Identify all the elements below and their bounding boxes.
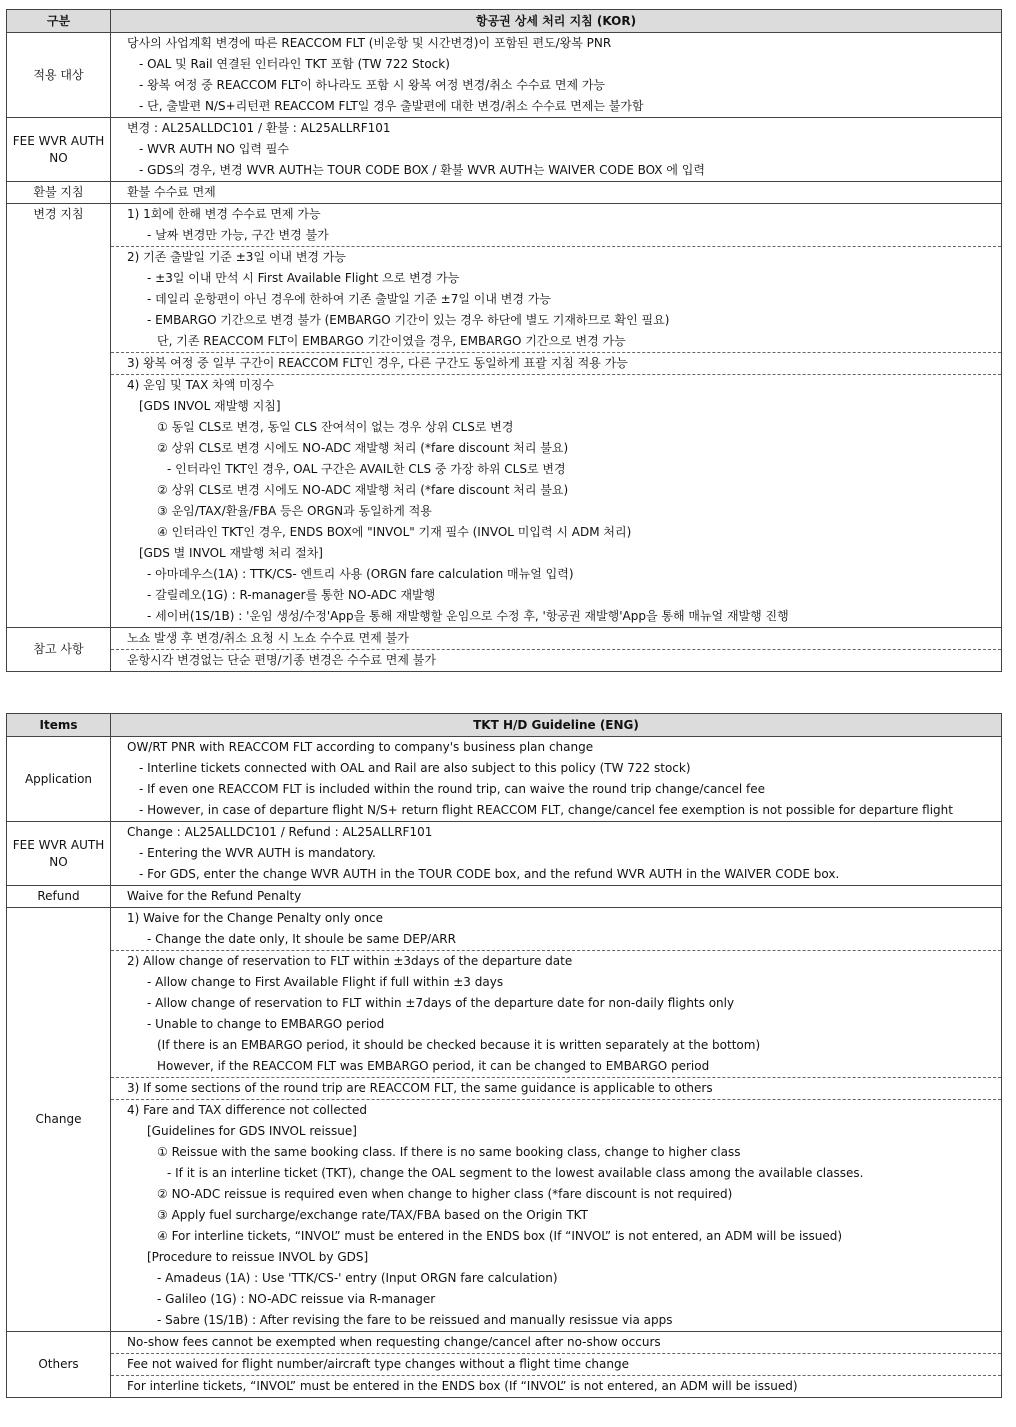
row-text: - If it is an interline ticket (TKT), change the OAL segment to the lowest available class among the available classes. bbox=[111, 1163, 1002, 1184]
category-change: Change bbox=[7, 908, 111, 1332]
row-text: ② 상위 CLS로 변경 시에도 NO-ADC 재발행 처리 (*fare discount 처리 불요) bbox=[111, 480, 1002, 501]
category-others: Others bbox=[7, 1332, 111, 1398]
row-text: Fee not waived for flight number/aircraft type changes without a flight time change bbox=[111, 1354, 1002, 1376]
category-change: 변경 지침 bbox=[7, 204, 111, 628]
row-text: - Amadeus (1A) : Use 'TTK/CS-' entry (Input ORGN fare calculation) bbox=[111, 1268, 1002, 1289]
row-text: ① Reissue with the same booking class. If there is no same booking class, change to higher class bbox=[111, 1142, 1002, 1163]
row-text: - Sabre (1S/1B) : After revising the fare to be reissued and manually resissue via apps bbox=[111, 1310, 1002, 1332]
korean-guideline-table bbox=[6, 9, 1002, 672]
row-text: - 왕복 여정 중 REACCOM FLT이 하나라도 포함 시 왕복 여정 변경/취소 수수료 면제 가능 bbox=[111, 75, 1002, 96]
row-text: ③ Apply fuel surcharge/exchange rate/TAX/FBA based on the Origin TKT bbox=[111, 1205, 1002, 1226]
table-row bbox=[7, 628, 1002, 650]
row-text: 당사의 사업계획 변경에 따른 REACCOM FLT (비운항 및 시간변경)이 포함된 편도/왕복 PNR bbox=[111, 33, 1002, 55]
header-category: Items bbox=[7, 714, 111, 737]
table-row bbox=[7, 1332, 1002, 1354]
row-text: ③ 운임/TAX/환율/FBA 등은 ORGN과 동일하게 적용 bbox=[111, 501, 1002, 522]
row-text: - 세이버(1S/1B) : '운임 생성/수정'App을 통해 재발행할 운임으로 수정 후, '항공권 재발행'App을 통해 매뉴얼 재발행 진행 bbox=[111, 606, 1002, 628]
row-text: ② NO-ADC reissue is required even when change to higher class (*fare discount is not required) bbox=[111, 1184, 1002, 1205]
row-text: - Interline tickets connected with OAL and Rail are also subject to this policy (TW 722 stock) bbox=[111, 758, 1002, 779]
row-text: - Allow change to First Available Flight if full within ±3 days bbox=[111, 972, 1002, 993]
row-text: - 아마데우스(1A) : TTK/CS- 엔트리 사용 (ORGN fare calculation 매뉴얼 입력) bbox=[111, 564, 1002, 585]
category-application: 적용 대상 bbox=[7, 33, 111, 118]
row-text: - Entering the WVR AUTH is mandatory. bbox=[111, 843, 1002, 864]
category-notes: 참고 사항 bbox=[7, 628, 111, 672]
row-text: (If there is an EMBARGO period, it should be checked because it is written separately at the bottom) bbox=[111, 1035, 1002, 1056]
row-text: [Guidelines for GDS INVOL reissue] bbox=[111, 1121, 1002, 1142]
row-text: - EMBARGO 기간으로 변경 불가 (EMBARGO 기간이 있는 경우 하단에 별도 기재하므로 확인 필요) bbox=[111, 310, 1002, 331]
row-text: 2) Allow change of reservation to FLT within ±3days of the departure date bbox=[111, 951, 1002, 973]
row-text: - WVR AUTH NO 입력 필수 bbox=[111, 139, 1002, 160]
table-row bbox=[7, 737, 1002, 759]
header-category: 구분 bbox=[7, 10, 111, 33]
row-text: - 갈릴레오(1G) : R-manager를 통한 NO-ADC 재발행 bbox=[111, 585, 1002, 606]
row-text: 3) 왕복 여정 중 일부 구간이 REACCOM FLT인 경우, 다른 구간도 동일하게 표괄 지침 적용 가능 bbox=[111, 353, 1002, 375]
row-text: - If even one REACCOM FLT is included within the round trip, can waive the round trip change/cancel fee bbox=[111, 779, 1002, 800]
table-row bbox=[7, 204, 1002, 226]
row-text: 운항시각 변경없는 단순 편명/기종 변경은 수수료 면제 불가 bbox=[111, 650, 1002, 672]
row-text: [GDS INVOL 재발행 지침] bbox=[111, 396, 1002, 417]
row-text: [Procedure to reissue INVOL by GDS] bbox=[111, 1247, 1002, 1268]
row-text: 변경 : AL25ALLDC101 / 환불 : AL25ALLRF101 bbox=[111, 118, 1002, 140]
row-text: Waive for the Refund Penalty bbox=[111, 886, 1002, 908]
row-text: 환불 수수료 면제 bbox=[111, 182, 1002, 204]
row-text: For interline tickets, “INVOL” must be entered in the ENDS box (If “INVOL” is not entered, an ADM will be issued) bbox=[111, 1376, 1002, 1398]
category-application: Application bbox=[7, 737, 111, 822]
row-text: ④ For interline tickets, “INVOL” must be entered in the ENDS box (If “INVOL” is not entered, an ADM will be issued) bbox=[111, 1226, 1002, 1247]
row-text: ② 상위 CLS로 변경 시에도 NO-ADC 재발행 처리 (*fare discount 처리 불요) bbox=[111, 438, 1002, 459]
english-guideline-table bbox=[6, 713, 1002, 1398]
row-text: 4) Fare and TAX difference not collected bbox=[111, 1100, 1002, 1122]
row-text: [GDS 별 INVOL 재발행 처리 절차] bbox=[111, 543, 1002, 564]
row-text: - OAL 및 Rail 연결된 인터라인 TKT 포함 (TW 722 Stock) bbox=[111, 54, 1002, 75]
table-row bbox=[7, 908, 1002, 930]
row-text: ① 동일 CLS로 변경, 동일 CLS 잔여석이 없는 경우 상위 CLS로 변경 bbox=[111, 417, 1002, 438]
row-text: 3) If some sections of the round trip are REACCOM FLT, the same guidance is applicable to others bbox=[111, 1078, 1002, 1100]
row-text: 1) Waive for the Change Penalty only once bbox=[111, 908, 1002, 930]
category-refund: Refund bbox=[7, 886, 111, 908]
table-row bbox=[7, 886, 1002, 908]
category-refund: 환불 지침 bbox=[7, 182, 111, 204]
row-text: 4) 운임 및 TAX 차액 미징수 bbox=[111, 375, 1002, 397]
row-text: - 데일리 운항편이 아닌 경우에 한하여 기존 출발일 기준 ±7일 이내 변경 가능 bbox=[111, 289, 1002, 310]
table-header-row bbox=[7, 714, 1002, 737]
row-text: 단, 기존 REACCOM FLT이 EMBARGO 기간이였을 경우, EMBARGO 기간으로 변경 가능 bbox=[111, 331, 1002, 353]
row-text: - Allow change of reservation to FLT within ±7days of the departure date for non-daily flights only bbox=[111, 993, 1002, 1014]
row-text: However, if the REACCOM FLT was EMBARGO period, it can be changed to EMBARGO period bbox=[111, 1056, 1002, 1078]
row-text: 2) 기존 출발일 기준 ±3일 이내 변경 가능 bbox=[111, 247, 1002, 269]
category-fee-wvr: FEE WVR AUTH NO bbox=[7, 118, 111, 182]
table-row bbox=[7, 182, 1002, 204]
row-text: - ±3일 이내 만석 시 First Available Flight 으로 변경 가능 bbox=[111, 268, 1002, 289]
row-text: No-show fees cannot be exempted when requesting change/cancel after no-show occurs bbox=[111, 1332, 1002, 1354]
row-text: - Galileo (1G) : NO-ADC reissue via R-manager bbox=[111, 1289, 1002, 1310]
category-fee-wvr: FEE WVR AUTH NO bbox=[7, 822, 111, 886]
table-header-row bbox=[7, 10, 1002, 33]
row-text: Change : AL25ALLDC101 / Refund : AL25ALLRF101 bbox=[111, 822, 1002, 844]
row-text: - 단, 출발편 N/S+리턴편 REACCOM FLT일 경우 출발편에 대한 변경/취소 수수료 면제는 불가함 bbox=[111, 96, 1002, 118]
row-text: - However, in case of departure flight N/S+ return flight REACCOM FLT, change/cancel fee exemption is not possible for departure flight bbox=[111, 800, 1002, 822]
row-text: - Unable to change to EMBARGO period bbox=[111, 1014, 1002, 1035]
row-text: - 날짜 변경만 가능, 구간 변경 불가 bbox=[111, 225, 1002, 247]
row-text: - For GDS, enter the change WVR AUTH in the TOUR CODE box, and the refund WVR AUTH in the WAIVER CODE box. bbox=[111, 864, 1002, 886]
row-text: ④ 인터라인 TKT인 경우, ENDS BOX에 "INVOL" 기재 필수 (INVOL 미입력 시 ADM 처리) bbox=[111, 522, 1002, 543]
row-text: 1) 1회에 한해 변경 수수료 면제 가능 bbox=[111, 204, 1002, 226]
header-title: 항공권 상세 처리 지침 (KOR) bbox=[111, 10, 1002, 33]
row-text: - 인터라인 TKT인 경우, OAL 구간은 AVAIL한 CLS 중 가장 하위 CLS로 변경 bbox=[111, 459, 1002, 480]
header-title: TKT H/D Guideline (ENG) bbox=[111, 714, 1002, 737]
row-text: - Change the date only, It shoule be same DEP/ARR bbox=[111, 929, 1002, 951]
row-text: OW/RT PNR with REACCOM FLT according to company's business plan change bbox=[111, 737, 1002, 759]
row-text: - GDS의 경우, 변경 WVR AUTH는 TOUR CODE BOX / 환불 WVR AUTH는 WAIVER CODE BOX 에 입력 bbox=[111, 160, 1002, 182]
table-row bbox=[7, 33, 1002, 55]
row-text: 노쇼 발생 후 변경/취소 요청 시 노쇼 수수료 면제 불가 bbox=[111, 628, 1002, 650]
table-row bbox=[7, 118, 1002, 140]
table-row bbox=[7, 822, 1002, 844]
